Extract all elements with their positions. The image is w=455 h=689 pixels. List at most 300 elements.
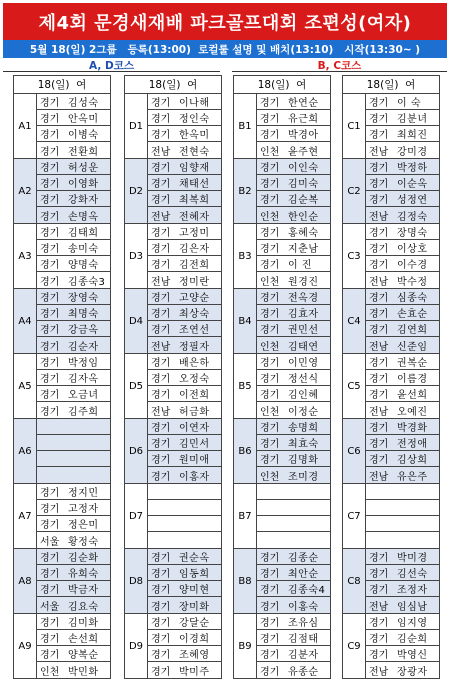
player-region: 경기: [369, 455, 389, 466]
player-row: [366, 289, 439, 305]
player-row: [148, 94, 221, 110]
player-row: [37, 484, 110, 500]
column-header: 18(일) 여: [125, 76, 221, 94]
player-region: 경기: [40, 98, 60, 109]
player-region: 경기: [369, 244, 389, 255]
group-id: D6: [125, 419, 148, 483]
player-region: 경기: [151, 634, 171, 645]
player-region: 경기: [369, 423, 389, 434]
player-region: 경기: [40, 585, 60, 596]
player-region: 경기: [40, 341, 60, 353]
player-name: 배은하: [179, 358, 210, 369]
player-region: 경기: [151, 666, 171, 678]
player-name: 조혜영: [179, 650, 210, 661]
player-region: 경기: [369, 309, 389, 320]
player-row: [37, 516, 110, 532]
group-block: [343, 484, 439, 549]
player-name: 최안순: [288, 569, 319, 580]
player-region: 인천: [260, 471, 280, 483]
course-label-ad: A, D코스: [3, 60, 220, 72]
player-row: [366, 110, 439, 126]
group-block: [125, 419, 221, 484]
group-block: [343, 224, 439, 289]
player-name: 정은미: [68, 520, 99, 531]
player-row: [257, 630, 330, 646]
player-row: [148, 240, 221, 256]
player-row: [257, 500, 330, 516]
player-region: 전남: [369, 211, 389, 223]
player-name: 한인순: [288, 211, 319, 223]
player-region: 경기: [260, 374, 280, 385]
group-id: B3: [234, 224, 257, 288]
player-name: 김태희: [68, 228, 99, 239]
group-block: [234, 484, 330, 549]
group-block: [125, 354, 221, 419]
player-row: [257, 419, 330, 435]
player-row: [148, 662, 221, 678]
player-name: 유희숙: [68, 569, 99, 580]
player-region: 경기: [260, 618, 280, 629]
player-region: 경기: [260, 163, 280, 174]
player-region: 경기: [151, 179, 171, 190]
player-row: [37, 597, 110, 613]
player-region: 경기: [260, 666, 280, 678]
player-name: 강금옥: [68, 325, 99, 336]
group-block: [234, 419, 330, 484]
player-name: 김종순: [288, 553, 319, 564]
group-id: C5: [343, 354, 366, 418]
player-row: [257, 532, 330, 548]
player-row: [257, 94, 330, 110]
player-name: 김정숙: [397, 211, 428, 223]
player-row: [366, 159, 439, 175]
player-name: 박경아: [288, 130, 319, 141]
player-name: 조유심: [288, 618, 319, 629]
player-region: 경기: [151, 455, 171, 466]
group-id: C4: [343, 289, 366, 353]
player-name: 전혜자: [179, 211, 210, 223]
player-row: [37, 630, 110, 646]
column-d: [124, 75, 222, 679]
group-block: [125, 224, 221, 289]
player-row: [366, 224, 439, 240]
player-name: 김분자: [288, 650, 319, 661]
player-name: 조연선: [179, 325, 210, 336]
player-row: [257, 516, 330, 532]
player-row: [257, 240, 330, 256]
player-row: [366, 354, 439, 370]
player-region: 경기: [369, 358, 389, 369]
player-region: 전남: [369, 666, 389, 678]
group-id: C9: [343, 614, 366, 678]
player-region: 경기: [369, 569, 389, 580]
player-name: 강달순: [179, 618, 210, 629]
group-id: A3: [14, 224, 37, 288]
player-row: [148, 142, 221, 158]
player-region: 경기: [151, 374, 171, 385]
group-block: [14, 289, 110, 354]
player-region: 경기: [151, 163, 171, 174]
player-row: [257, 402, 330, 418]
player-name: 박미경: [397, 553, 428, 564]
player-name: 김점태: [288, 634, 319, 645]
player-region: 경기: [40, 195, 60, 206]
player-row: [148, 337, 221, 353]
group-block: [343, 419, 439, 484]
player-region: 경기: [151, 114, 171, 125]
player-region: 경기: [369, 293, 389, 304]
player-row: [148, 272, 221, 288]
group-id: A2: [14, 159, 37, 223]
player-region: 경기: [151, 325, 171, 336]
player-row: [366, 581, 439, 597]
player-row: [257, 386, 330, 402]
player-name: 장광자: [397, 666, 428, 678]
player-name: 이상호: [397, 244, 428, 255]
player-region: 경기: [40, 520, 60, 531]
player-row: [257, 159, 330, 175]
player-row: [37, 305, 110, 321]
player-region: 경기: [151, 618, 171, 629]
player-row: [366, 597, 439, 613]
player-row: [37, 207, 110, 223]
player-row: [366, 175, 439, 191]
player-region: 경기: [40, 488, 60, 499]
player-region: 경기: [260, 634, 280, 645]
player-row: [366, 207, 439, 223]
player-name: 정인숙: [179, 114, 210, 125]
player-name: 정지민: [68, 488, 99, 499]
player-row: [148, 646, 221, 662]
player-region: 경기: [40, 406, 60, 418]
player-row: [257, 484, 330, 500]
player-row: [366, 419, 439, 435]
player-region: 경기: [369, 374, 389, 385]
player-name: 정필자: [179, 341, 210, 353]
player-row: [148, 614, 221, 630]
player-name: 김종숙3: [68, 276, 106, 288]
group-id: B7: [234, 484, 257, 548]
player-row: [37, 614, 110, 630]
player-region: 경기: [40, 130, 60, 141]
player-name: 이영화: [68, 179, 99, 190]
player-row: [257, 549, 330, 565]
player-name: 유종순: [288, 666, 319, 678]
player-row: [37, 402, 110, 418]
player-region: 경기: [369, 650, 389, 661]
player-row: [37, 321, 110, 337]
player-row: [257, 272, 330, 288]
player-region: 경기: [40, 358, 60, 369]
player-name: 장미화: [179, 601, 210, 613]
player-name: 허금화: [179, 406, 210, 418]
group-id: B1: [234, 94, 257, 158]
player-row: [37, 565, 110, 581]
player-region: 경기: [40, 179, 60, 190]
group-id: A9: [14, 614, 37, 678]
player-row: [257, 614, 330, 630]
player-name: 이 숙: [397, 98, 421, 109]
player-name: 오예진: [397, 406, 428, 418]
group-block: [234, 94, 330, 159]
group-block: [343, 94, 439, 159]
group-block: [234, 159, 330, 224]
player-name: 지춘남: [288, 244, 319, 255]
player-name: 김분녀: [397, 114, 428, 125]
player-region: 경기: [40, 114, 60, 125]
player-row: [148, 435, 221, 451]
player-row: [148, 354, 221, 370]
group-block: [234, 549, 330, 614]
player-region: 경기: [40, 244, 60, 255]
player-region: 경기: [369, 553, 389, 564]
player-name: 전정애: [397, 439, 428, 450]
player-name: 김종숙4: [288, 585, 326, 596]
group-id: A6: [14, 419, 37, 483]
player-name: 장명숙: [397, 228, 428, 239]
player-name: 전환희: [68, 146, 99, 158]
player-name: 박정임: [68, 358, 99, 369]
column-header: 18(일) 여: [14, 76, 110, 94]
player-region: 경기: [369, 114, 389, 125]
group-block: [14, 354, 110, 419]
player-row: [148, 321, 221, 337]
player-row: [257, 597, 330, 613]
player-row: [148, 305, 221, 321]
player-row: [148, 386, 221, 402]
player-name: 김요숙: [68, 601, 99, 613]
player-region: 경기: [151, 244, 171, 255]
player-row: [37, 386, 110, 402]
player-name: 오금녀: [68, 390, 99, 401]
group-id: B6: [234, 419, 257, 483]
player-name: 안옥미: [68, 114, 99, 125]
group-block: [343, 159, 439, 224]
player-region: 경기: [40, 163, 60, 174]
player-row: [257, 175, 330, 191]
player-row: [37, 354, 110, 370]
player-row: [37, 256, 110, 272]
player-region: 경기: [151, 423, 171, 434]
player-name: 이민영: [288, 358, 319, 369]
player-row: [148, 597, 221, 613]
player-row: [257, 289, 330, 305]
player-region: 경기: [260, 260, 280, 271]
player-name: 최명숙: [68, 309, 99, 320]
column-b: [233, 75, 331, 679]
group-id: C8: [343, 549, 366, 613]
player-region: 경기: [151, 195, 171, 206]
group-id: A8: [14, 549, 37, 613]
player-region: 경기: [260, 98, 280, 109]
player-region: 경기: [260, 195, 280, 206]
player-row: [366, 516, 439, 532]
player-region: 경기: [369, 618, 389, 629]
player-region: 경기: [40, 650, 60, 661]
player-region: 경기: [260, 423, 280, 434]
player-row: [37, 337, 110, 353]
player-name: 권민선: [288, 325, 319, 336]
player-region: 경기: [40, 553, 60, 564]
group-block: [14, 614, 110, 678]
player-name: 이인숙: [288, 163, 319, 174]
group-block: [125, 159, 221, 224]
player-name: 오정숙: [179, 374, 210, 385]
player-region: 전남: [369, 146, 389, 158]
player-name: 한옥미: [179, 130, 210, 141]
player-name: 김미숙: [288, 179, 319, 190]
player-name: 고정미: [179, 228, 210, 239]
group-id: D7: [125, 484, 148, 548]
player-row: [148, 126, 221, 142]
player-region: 경기: [260, 390, 280, 401]
player-region: 경기: [151, 601, 171, 613]
player-row: [37, 272, 110, 288]
column-a: [13, 75, 111, 679]
group-block: [234, 614, 330, 678]
player-name: 이정순: [288, 406, 319, 418]
player-region: 경기: [40, 146, 60, 158]
player-region: 경기: [260, 358, 280, 369]
group-block: [125, 94, 221, 159]
player-name: 윤주현: [288, 146, 319, 158]
player-region: 경기: [40, 211, 60, 223]
player-row: [366, 451, 439, 467]
player-name: 김자옥: [68, 374, 99, 385]
player-row: [148, 402, 221, 418]
group-id: A4: [14, 289, 37, 353]
player-row: [37, 191, 110, 207]
player-region: 인천: [260, 211, 280, 223]
player-name: 양미현: [179, 585, 210, 596]
player-row: [148, 207, 221, 223]
player-row: [366, 532, 439, 548]
player-row: [37, 159, 110, 175]
player-region: 경기: [260, 179, 280, 190]
group-block: [14, 94, 110, 159]
player-region: 경기: [151, 293, 171, 304]
player-region: 경기: [260, 244, 280, 255]
player-name: 박영신: [397, 650, 428, 661]
player-name: 송미숙: [68, 244, 99, 255]
player-region: 인천: [260, 406, 280, 418]
player-name: 강미경: [397, 146, 428, 158]
player-row: [366, 370, 439, 386]
group-block: [343, 289, 439, 354]
player-region: 경기: [260, 309, 280, 320]
player-name: 김성숙: [68, 98, 99, 109]
group-id: B9: [234, 614, 257, 678]
player-name: 김순희: [397, 634, 428, 645]
player-name: 정선식: [288, 374, 319, 385]
player-row: [366, 565, 439, 581]
player-region: 경기: [260, 585, 280, 596]
player-region: 경기: [369, 260, 389, 271]
player-row: [366, 630, 439, 646]
player-name: 박정하: [397, 163, 428, 174]
player-region: 경기: [260, 439, 280, 450]
player-row: [37, 110, 110, 126]
group-block: [14, 419, 110, 484]
player-row: [148, 467, 221, 483]
player-region: 서울: [40, 601, 60, 613]
player-name: 이수경: [397, 260, 428, 271]
player-region: 경기: [40, 309, 60, 320]
player-row: [148, 191, 221, 207]
player-region: 전남: [151, 276, 171, 288]
group-block: [125, 289, 221, 354]
player-region: 경기: [40, 618, 60, 629]
group-id: D1: [125, 94, 148, 158]
player-region: 인천: [260, 276, 280, 288]
player-row: [37, 370, 110, 386]
group-block: [234, 354, 330, 419]
group-id: D9: [125, 614, 148, 678]
player-region: 인천: [40, 666, 60, 678]
group-block: [125, 484, 221, 549]
group-block: [343, 614, 439, 678]
player-region: 경기: [40, 634, 60, 645]
player-region: 경기: [260, 455, 280, 466]
player-row: [37, 289, 110, 305]
player-name: 김미화: [68, 618, 99, 629]
player-row: [257, 565, 330, 581]
player-name: 박수정: [397, 276, 428, 288]
player-row: [257, 191, 330, 207]
player-row: [148, 451, 221, 467]
player-row: [366, 467, 439, 483]
player-row: [366, 402, 439, 418]
player-name: 허성운: [68, 163, 99, 174]
player-region: 경기: [40, 325, 60, 336]
player-name: 강화자: [68, 195, 99, 206]
player-name: 임향재: [179, 163, 210, 174]
player-region: 전남: [369, 341, 389, 353]
player-name: 김순화: [68, 553, 99, 564]
player-region: 서울: [40, 536, 60, 548]
player-row: [37, 94, 110, 110]
player-region: 경기: [40, 260, 60, 271]
player-name: 김은자: [179, 244, 210, 255]
player-row: [257, 581, 330, 597]
player-row: [257, 435, 330, 451]
player-row: [366, 191, 439, 207]
player-name: 채태선: [179, 179, 210, 190]
player-name: 원미애: [179, 455, 210, 466]
player-name: 김순자: [68, 341, 99, 353]
group-block: [343, 354, 439, 419]
player-row: [257, 126, 330, 142]
player-region: 경기: [151, 260, 171, 271]
player-row: [37, 451, 110, 467]
player-name: 권순옥: [179, 553, 210, 564]
player-name: 고양순: [179, 293, 210, 304]
group-id: B5: [234, 354, 257, 418]
player-row: [148, 630, 221, 646]
player-row: [257, 142, 330, 158]
player-name: 이순옥: [397, 179, 428, 190]
player-row: [366, 240, 439, 256]
player-row: [37, 662, 110, 678]
player-row: [148, 500, 221, 516]
player-region: 경기: [40, 228, 60, 239]
player-region: 전남: [369, 471, 389, 483]
player-row: [148, 370, 221, 386]
player-row: [37, 549, 110, 565]
player-name: 김효자: [288, 309, 319, 320]
player-name: 홍혜숙: [288, 228, 319, 239]
player-region: 경기: [40, 390, 60, 401]
